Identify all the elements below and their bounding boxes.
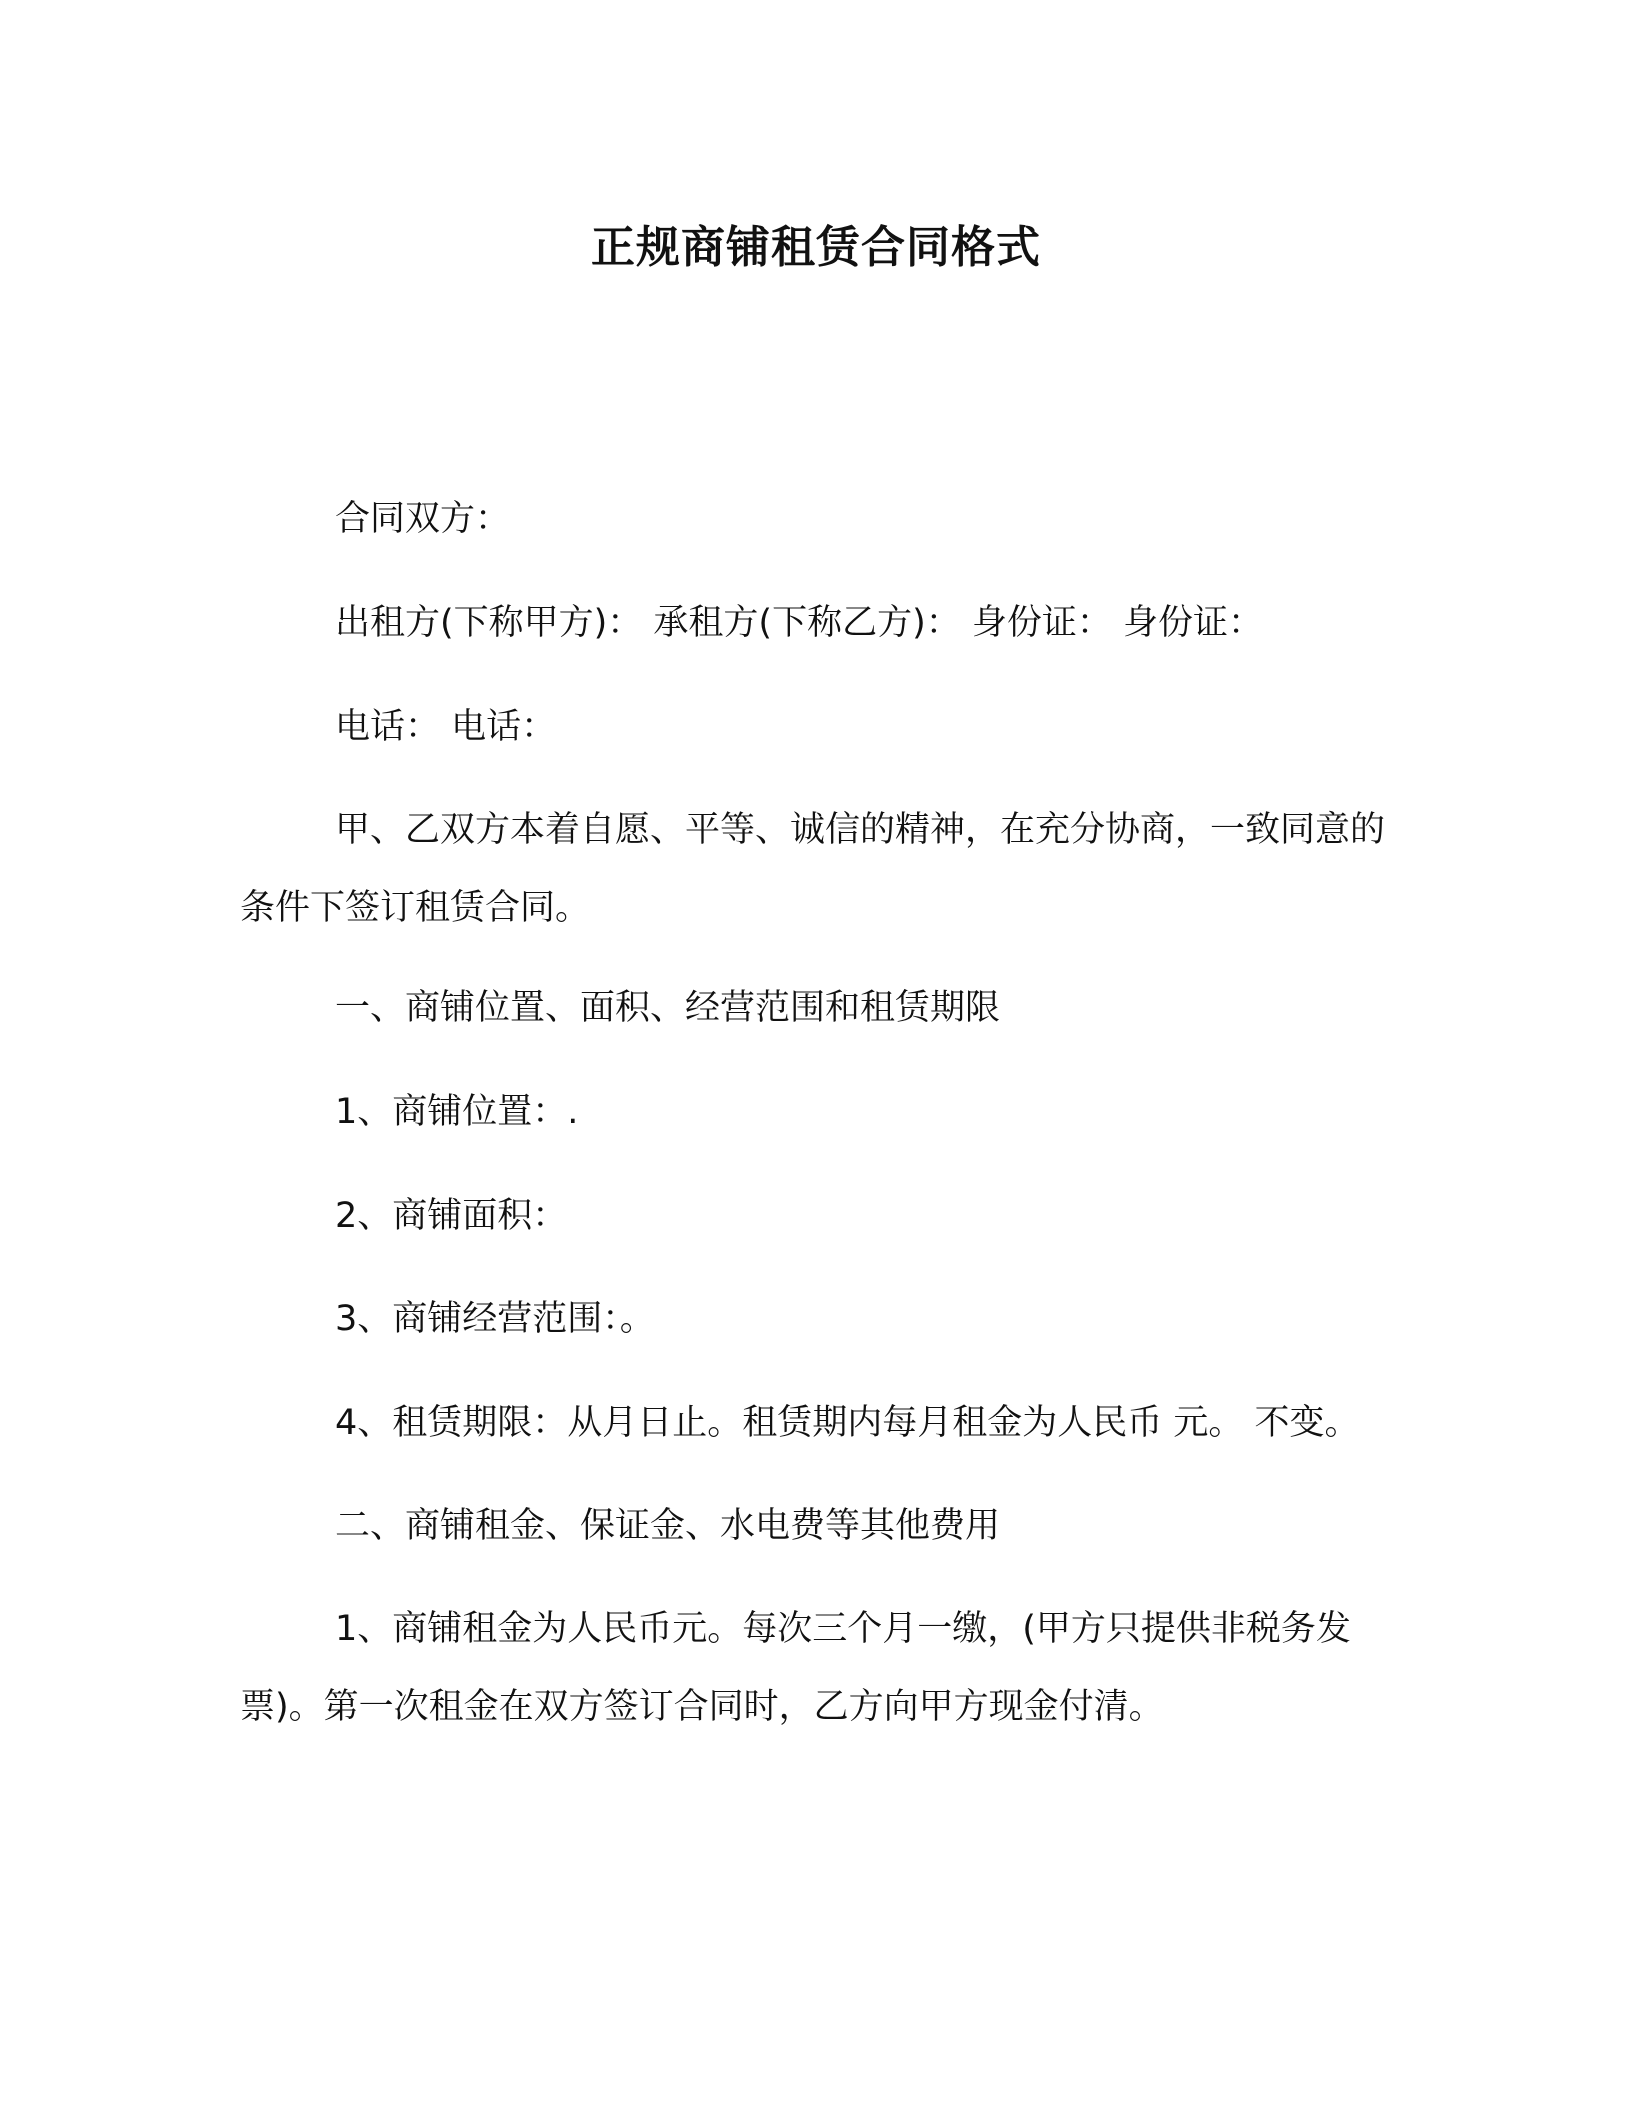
section-heading-2: 二、商铺租金、保证金、水电费等其他费用: [335, 1506, 1001, 1546]
item-rent-payment: 1、商铺租金为人民币元。每次三个月一缴，(甲方只提供非税务发票)。第一次租金在双方签订合同时，乙方向甲方现金付清。: [240, 1609, 1351, 1727]
paragraph-parties: 合同双方：: [335, 499, 511, 539]
section-heading-1: 一、商铺位置、面积、经营范围和租赁期限: [335, 988, 1001, 1028]
item-lease-term: 4、租赁期限：从月日止。租赁期内每月租金为人民币 元。 不变。: [335, 1403, 1360, 1443]
document-title: 正规商铺租赁合同格式: [591, 222, 1041, 273]
paragraph-phone: 电话： 电话：: [335, 707, 557, 747]
item-business-scope: 3、商铺经营范围：。: [335, 1299, 655, 1339]
paragraph-lessor-lessee: 出租方(下称甲方)： 承租方(下称乙方)： 身份证： 身份证：: [335, 603, 1263, 643]
item-shop-location: 1、商铺位置：.: [335, 1092, 579, 1132]
paragraph-agreement-intro: 甲、乙双方本着自愿、平等、诚信的精神，在充分协商，一致同意的条件下签订租赁合同。: [240, 810, 1386, 928]
item-shop-area: 2、商铺面积：: [335, 1196, 568, 1236]
